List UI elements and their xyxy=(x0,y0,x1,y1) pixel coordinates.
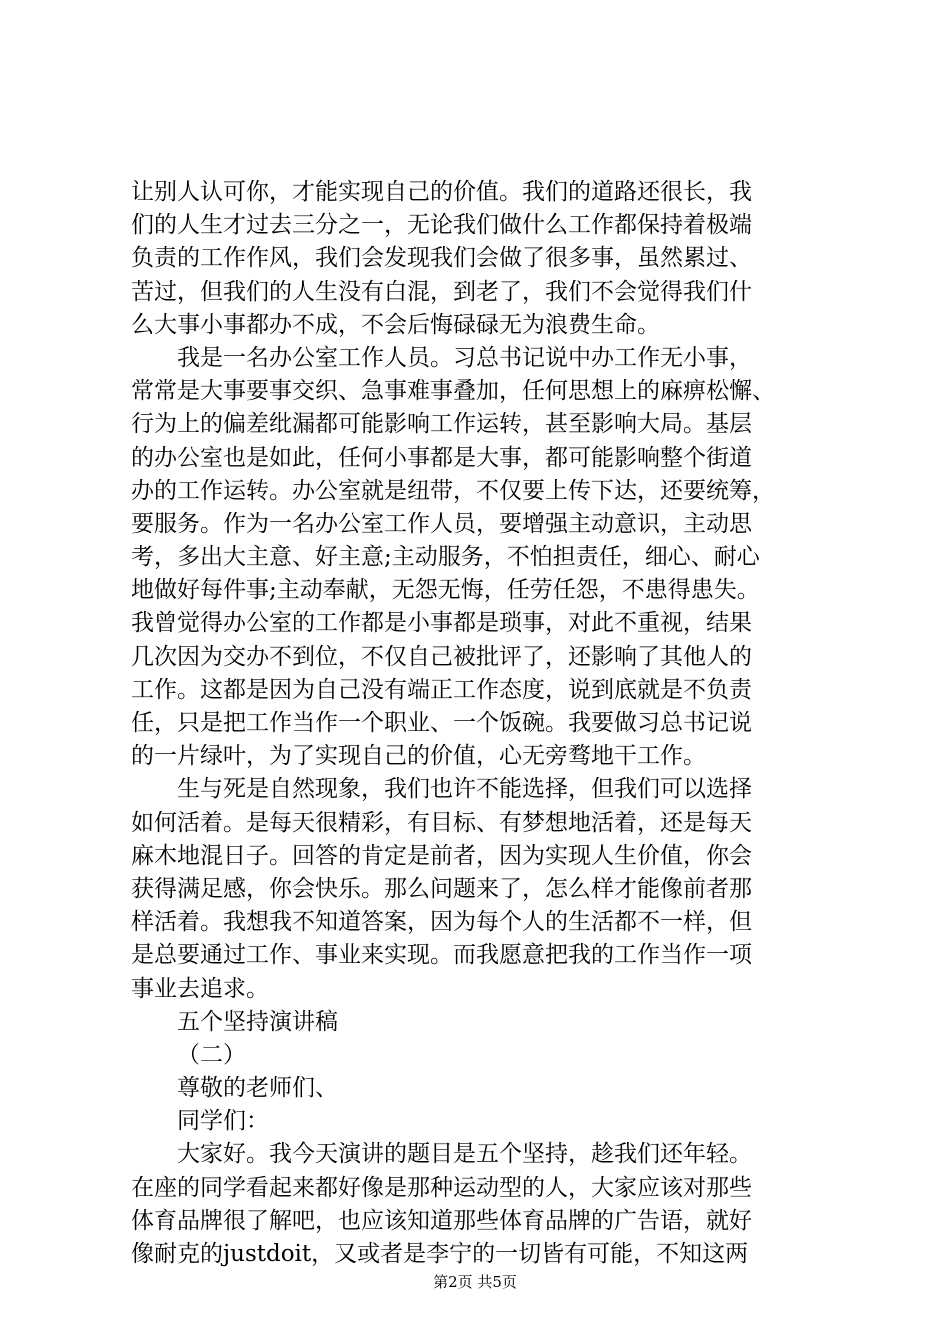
text-line: 常常是大事要事交织、急事难事叠加，任何思想上的麻痹松懈、 xyxy=(131,378,775,405)
text-line: 我曾觉得办公室的工作都是小事都是琐事，对此不重视，结果 xyxy=(131,610,752,637)
text-line: 负责的工作作风，我们会发现我们会做了很多事，虽然累过、 xyxy=(131,245,752,272)
text-line: 像耐克的justdoit，又或者是李宁的一切皆有可能，不知这两 xyxy=(131,1241,749,1267)
text-line: 要服务。作为一名办公室工作人员，要增强主动意识，主动思 xyxy=(131,510,752,537)
text-line: 样活着。我想我不知道答案，因为每个人的生活都不一样，但 xyxy=(131,909,752,936)
text-line: 体育品牌很了解吧，也应该知道那些体育品牌的广告语，就好 xyxy=(131,1207,752,1234)
text-line: 考，多出大主意、好主意;主动服务，不怕担责任，细心、耐心 xyxy=(131,544,760,571)
text-line: 工作。这都是因为自己没有端正工作态度，说到底就是不负责 xyxy=(131,676,752,703)
text-line: 苦过，但我们的人生没有白混，到老了，我们不会觉得我们什 xyxy=(131,278,752,305)
text-line: 获得满足感，你会快乐。那么问题来了，怎么样才能像前者那 xyxy=(131,875,752,902)
text-line: 麻木地混日子。回答的肯定是前者，因为实现人生价值，你会 xyxy=(131,842,752,869)
text-line: 办的工作运转。办公室就是纽带，不仅要上传下达，还要统筹， xyxy=(131,477,775,504)
text-line: （二） xyxy=(177,1041,246,1068)
document-body xyxy=(131,176,831,1271)
text-line: 几次因为交办不到位，不仅自己被批评了，还影响了其他人的 xyxy=(131,643,752,670)
page-number-footer: 第2页 共5页 xyxy=(433,1273,517,1291)
text-line: 让别人认可你，才能实现自己的价值。我们的道路还很长，我 xyxy=(131,179,752,205)
text-line: 是总要通过工作、事业来实现。而我愿意把我的工作当作一项 xyxy=(131,942,752,969)
text-line: 同学们： xyxy=(177,1108,269,1135)
text-line: 行为上的偏差纰漏都可能影响工作运转，甚至影响大局。基层 xyxy=(131,411,752,438)
text-line: 五个坚持演讲稿 xyxy=(177,1008,338,1035)
text-line: 大家好。我今天演讲的题目是五个坚持，趁我们还年轻。 xyxy=(177,1141,752,1168)
text-line: 在座的同学看起来都好像是那种运动型的人，大家应该对那些 xyxy=(131,1174,752,1201)
text-line: 尊敬的老师们、 xyxy=(177,1075,338,1102)
text-line: 任，只是把工作当作一个职业、一个饭碗。我要做习总书记说 xyxy=(131,710,752,736)
text-line: 如何活着。是每天很精彩，有目标、有梦想地活着，还是每天 xyxy=(131,809,752,836)
text-line: 地做好每件事;主动奉献，无怨无悔，任劳任怨，不患得患失。 xyxy=(131,577,760,604)
text-line: 我是一名办公室工作人员。习总书记说中办工作无小事， xyxy=(177,344,752,371)
text-line: 生与死是自然现象，我们也许不能选择，但我们可以选择 xyxy=(177,776,752,803)
text-line: 们的人生才过去三分之一，无论我们做什么工作都保持着极端 xyxy=(131,212,752,239)
text-line: 的一片绿叶，为了实现自己的价值，心无旁骛地干工作。 xyxy=(131,743,706,770)
text-line: 事业去追求。 xyxy=(131,975,269,1002)
text-line: 的办公室也是如此，任何小事都是大事，都可能影响整个街道 xyxy=(131,444,752,471)
text-line: 么大事小事都办不成，不会后悔碌碌无为浪费生命。 xyxy=(131,311,660,338)
